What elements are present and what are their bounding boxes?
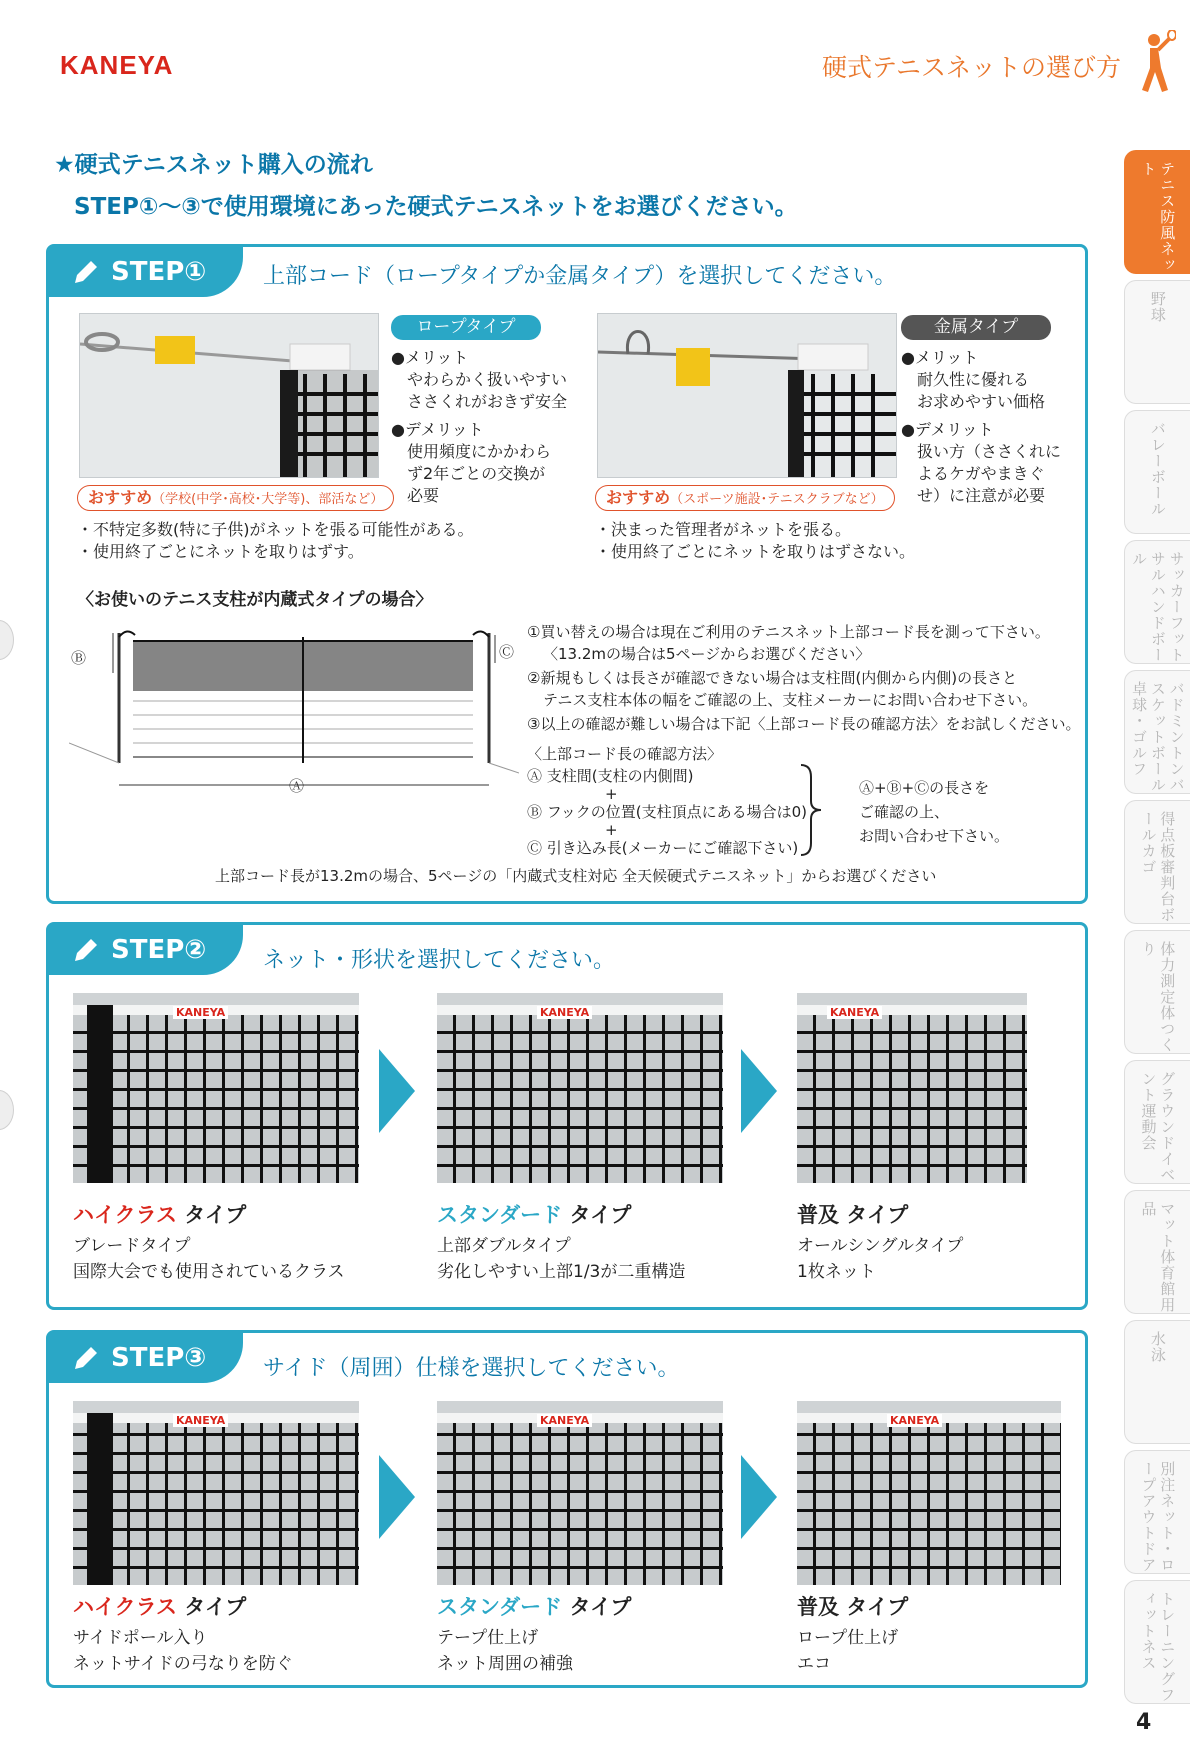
- method-plus-2: +: [605, 821, 618, 839]
- method-result-1: Ⓐ+Ⓑ+Ⓒの長さを: [859, 779, 990, 797]
- punch-hole: [0, 620, 14, 660]
- metal-note-1: ・決まった管理者がネットを張る。: [595, 520, 852, 539]
- tab-label: 水泳: [1148, 1331, 1167, 1363]
- tape-line-2: ネット周囲の補強: [437, 1654, 573, 1674]
- instruction-2: ②新規もしくは長さが確認できない場合は支柱間(内側から内側)の長さと: [527, 669, 1018, 687]
- rope-finish-type: 普及 タイプ: [797, 1595, 909, 1619]
- sidepole-net-photo: [73, 1401, 359, 1585]
- tab-training[interactable]: [1124, 1580, 1190, 1704]
- tab-label: 別注ネット・ロープアウトドア: [1139, 1461, 1177, 1573]
- metal-recommend-label: おすすめ: [606, 488, 671, 507]
- step3-label: STEP③: [111, 1343, 207, 1373]
- tab-label: 体力測定体つくり: [1139, 941, 1177, 1053]
- metal-demerit-head: ●デメリット: [901, 420, 994, 439]
- sidepole-line-2: ネットサイドの弓なりを防ぐ: [73, 1654, 293, 1674]
- standard-title: [437, 1199, 631, 1229]
- method-a: Ⓐ 支柱間(支柱の内側間): [527, 767, 694, 785]
- rope-type-badge: ロープタイプ: [391, 315, 541, 340]
- builtin-footnote: 上部コード長が13.2mの場合、5ページの「内蔵式支柱対応 全天候硬式テニスネット」からお選びください: [215, 867, 937, 885]
- step1-box: [46, 244, 1088, 904]
- method-plus-1: +: [605, 785, 618, 803]
- metal-merit-1: 耐久性に優れる: [917, 370, 1030, 389]
- page-number: 4: [1136, 1710, 1152, 1735]
- standard-name: スタンダード: [437, 1203, 563, 1227]
- basic-type: 普及 タイプ: [797, 1203, 909, 1227]
- tab-label: マット体育館用品: [1139, 1201, 1177, 1313]
- step3-tab: [49, 1333, 243, 1383]
- basic-line-1: オールシングルタイプ: [797, 1236, 964, 1256]
- tab-volleyball[interactable]: [1124, 410, 1190, 534]
- method-result-2: ご確認の上、: [859, 803, 950, 821]
- instruction-1: ①買い替えの場合は現在ご利用のテニスネット上部コード長を測って下さい。: [527, 623, 1050, 641]
- metal-note-2: ・使用終了ごとにネットを取りはずさない。: [595, 542, 916, 561]
- step2-label: STEP②: [111, 935, 207, 965]
- tab-label: サッカーフットサルハンドボール: [1130, 551, 1186, 663]
- tab-label: 野球: [1148, 291, 1167, 323]
- standard-line-1: 上部ダブルタイプ: [437, 1236, 571, 1256]
- tab-soccer[interactable]: [1124, 540, 1190, 664]
- category-tabs: [1124, 150, 1190, 1710]
- method-result-3: お問い合わせ下さい。: [859, 827, 1010, 845]
- rope-recommend-label: おすすめ: [88, 488, 153, 507]
- marker-c: Ⓒ: [499, 643, 515, 661]
- tape-net-photo: [437, 1401, 723, 1585]
- tape-line-1: テープ仕上げ: [437, 1628, 539, 1648]
- intro-heading: ★硬式テニスネット購入の流れ: [54, 152, 373, 178]
- tab-badminton[interactable]: [1124, 670, 1190, 794]
- brand-logo: KANEYA: [60, 50, 174, 80]
- standard-type: タイプ: [562, 1203, 632, 1227]
- rope-note-1: ・不特定多数(特に子供)がネットを張る可能性がある。: [77, 520, 474, 539]
- arrow-right-icon: [379, 1455, 415, 1539]
- tape-name: スタンダード: [437, 1595, 563, 1619]
- sidepole-name: ハイクラス: [73, 1595, 177, 1619]
- metal-type-photo: [597, 313, 897, 478]
- step1-label: STEP①: [111, 257, 207, 287]
- highclass-name: ハイクラス: [73, 1203, 177, 1227]
- metal-recommend-note: （スポーツ施設･テニスクラブなど）: [670, 492, 884, 507]
- sidepole-title: [73, 1591, 246, 1621]
- rope-merit-2: ささくれがおきず安全: [407, 392, 568, 411]
- tab-label: 得点板審判台ボールカゴ: [1139, 811, 1177, 923]
- arrow-right-icon: [379, 1049, 415, 1133]
- tab-swimming[interactable]: [1124, 1320, 1190, 1444]
- method-heading: 〈上部コード長の確認方法〉: [527, 745, 723, 763]
- basic-brand: KANEYA: [827, 1006, 882, 1019]
- intro-subheading: STEP①～③で使用環境にあった硬式テニスネットをお選びください。: [74, 194, 798, 220]
- highclass-title: [73, 1199, 246, 1229]
- tab-label: バレーボール: [1148, 421, 1167, 517]
- rope-demerit-2: ず2年ごとの交換が: [407, 464, 546, 483]
- tab-mat[interactable]: [1124, 1190, 1190, 1314]
- marker-b: Ⓑ: [71, 649, 87, 667]
- instruction-2-cont: テニス支柱本体の幅をご確認の上、支柱メーカーにお問い合わせ下さい。: [543, 691, 1038, 709]
- instruction-1-note: 〈13.2mの場合は5ページからお選びください〉: [543, 645, 871, 663]
- tape-brand: KANEYA: [537, 1414, 592, 1427]
- brace-icon: [799, 763, 823, 857]
- sidepole-brand: KANEYA: [173, 1414, 228, 1427]
- instruction-3: ③以上の確認が難しい場合は下記〈上部コード長の確認方法〉をお試しください。: [527, 715, 1081, 733]
- tennis-player-icon: [1128, 30, 1176, 100]
- tab-baseball[interactable]: [1124, 280, 1190, 404]
- tab-ground[interactable]: [1124, 1060, 1190, 1184]
- method-c: Ⓒ 引き込み長(メーカーにご確認下さい): [527, 839, 799, 857]
- rope-finish-line-1: ロープ仕上げ: [797, 1628, 899, 1648]
- rope-demerit-head: ●デメリット: [391, 420, 484, 439]
- rope-finish-line-2: エコ: [797, 1654, 831, 1674]
- highclass-brand: KANEYA: [173, 1006, 228, 1019]
- rope-merit-1: やわらかく扱いやすい: [407, 370, 568, 389]
- step3-title: サイド（周囲）仕様を選択してください。: [263, 1356, 680, 1381]
- method-b: Ⓑ フックの位置(支柱頂点にある場合は0): [527, 803, 807, 821]
- page-title: 硬式テニスネットの選び方: [822, 53, 1122, 82]
- tab-custom-net[interactable]: [1124, 1450, 1190, 1574]
- rope-finish-brand: KANEYA: [887, 1414, 942, 1427]
- tab-fitness-test[interactable]: [1124, 930, 1190, 1054]
- step2-title: ネット・形状を選択してください。: [263, 948, 616, 973]
- tape-type: タイプ: [562, 1595, 632, 1619]
- tab-label: トレーニングフィットネス: [1139, 1591, 1177, 1703]
- tab-tennis[interactable]: [1124, 150, 1190, 274]
- step2-tab: [49, 925, 243, 975]
- metal-merit-2: お求めやすい価格: [917, 392, 1046, 411]
- metal-recommend-badge: [595, 485, 895, 511]
- standard-brand: KANEYA: [537, 1006, 592, 1019]
- tab-scoreboard[interactable]: [1124, 800, 1190, 924]
- sidepole-line-1: サイドポール入り: [73, 1628, 208, 1648]
- arrow-right-icon: [741, 1455, 777, 1539]
- marker-a: Ⓐ: [289, 777, 305, 795]
- sidepole-type: タイプ: [176, 1595, 247, 1619]
- rope-recommend-note: （学校(中学･高校･大学等)、部活など）: [152, 492, 384, 507]
- standard-net-photo: [437, 993, 723, 1183]
- rope-demerit-3: 必要: [407, 486, 440, 505]
- highclass-type: タイプ: [176, 1203, 247, 1227]
- tab-label: バドミントンバスケットボール卓球・ゴルフ: [1130, 681, 1186, 793]
- step2-box: [46, 922, 1088, 1310]
- highclass-net-photo: [73, 993, 359, 1183]
- rope-demerit-1: 使用頻度にかかわら: [407, 442, 552, 461]
- tab-label: テニス防風ネット: [1139, 161, 1177, 273]
- step1-tab: [49, 247, 243, 297]
- rope-merit-head: ●メリット: [391, 348, 469, 367]
- rope-finish-net-photo: [797, 1401, 1061, 1585]
- standard-line-2: 劣化しやすい上部1/3が二重構造: [437, 1262, 686, 1282]
- tape-title: [437, 1591, 631, 1621]
- rope-finish-title: [797, 1591, 908, 1621]
- basic-net-photo: [797, 993, 1027, 1183]
- pencil-icon: [71, 935, 101, 965]
- highclass-line-2: 国際大会でも使用されているクラス: [73, 1262, 345, 1282]
- pencil-icon: [71, 1343, 101, 1373]
- metal-demerit-3: せ）に注意が必要: [917, 486, 1046, 505]
- builtin-heading: 〈お使いのテニス支柱が内蔵式タイプの場合〉: [77, 590, 433, 610]
- tab-label: グラウンドイベント運動会: [1139, 1071, 1177, 1183]
- metal-demerit-2: よるケガやまきぐ: [917, 464, 1045, 483]
- rope-recommend-badge: [77, 485, 394, 511]
- basic-title: [797, 1199, 908, 1229]
- pencil-icon: [71, 257, 101, 287]
- rope-type-photo: [79, 313, 379, 478]
- metal-merit-head: ●メリット: [901, 348, 979, 367]
- metal-type-badge: 金属タイプ: [901, 315, 1051, 340]
- step1-title: 上部コード（ロープタイプか金属タイプ）を選択してください。: [263, 264, 897, 289]
- arrow-right-icon: [741, 1049, 777, 1133]
- step3-box: [46, 1330, 1088, 1688]
- rope-note-2: ・使用終了ごとにネットを取りはずす。: [77, 542, 364, 561]
- punch-hole: [0, 1090, 14, 1130]
- metal-demerit-1: 扱い方（ささくれに: [917, 442, 1062, 461]
- highclass-line-1: ブレードタイプ: [73, 1236, 191, 1256]
- basic-line-2: 1枚ネット: [797, 1262, 876, 1282]
